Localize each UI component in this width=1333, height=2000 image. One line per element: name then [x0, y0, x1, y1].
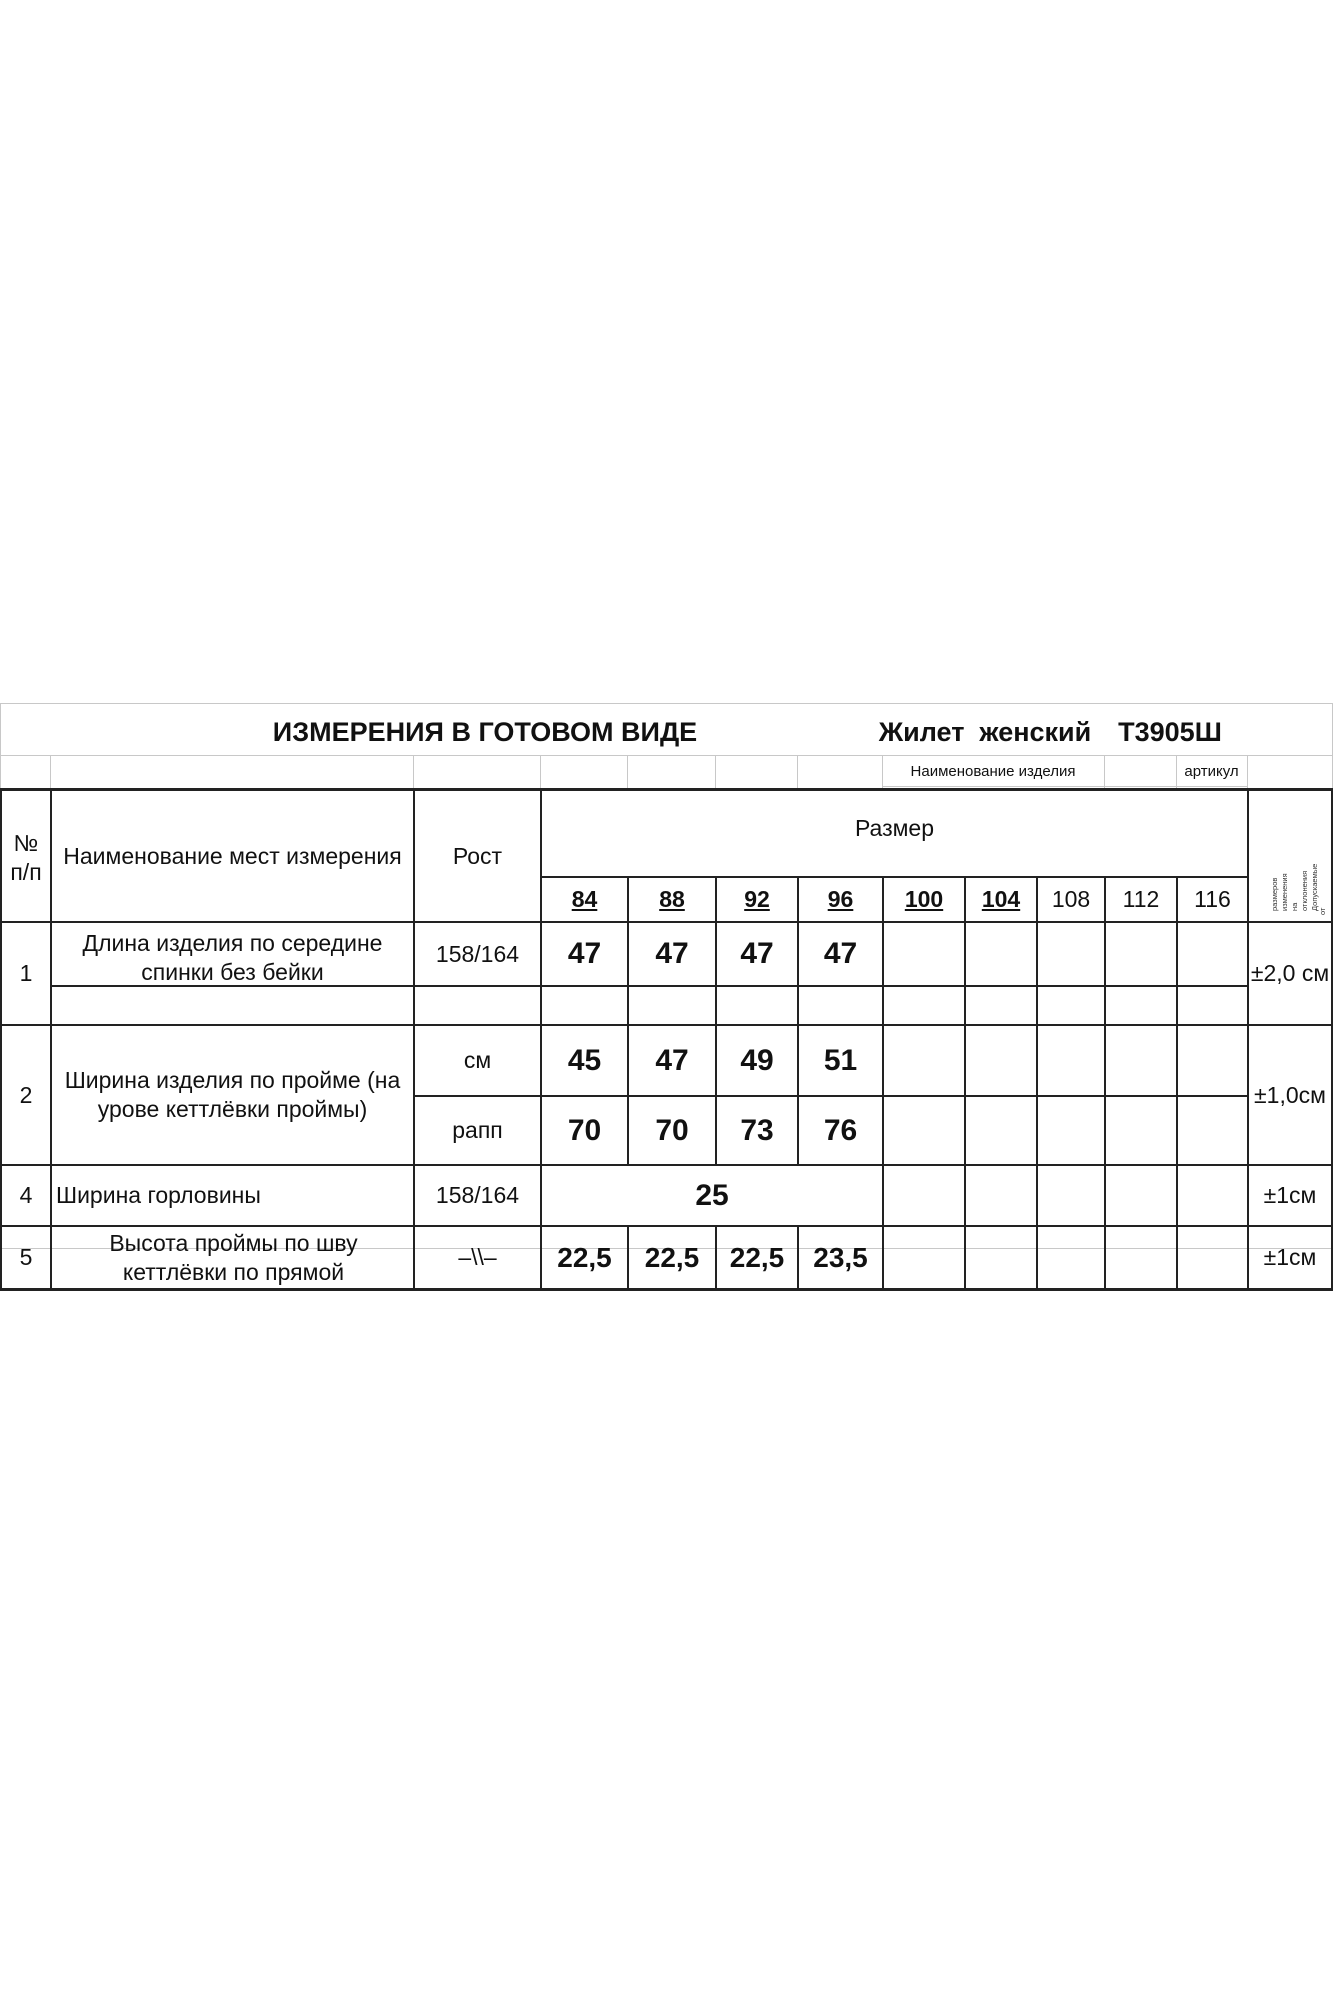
measurement-sheet [0, 703, 1333, 1291]
row-2-cm-value: 49 [740, 1043, 774, 1077]
tolerance-column-header [1249, 791, 1331, 921]
row-4-merged-value: 25 [695, 1178, 729, 1212]
product-name-caption: Наименование изделия [910, 762, 1076, 780]
number-column-header: № п/п [10, 830, 42, 885]
size-112: 112 [1122, 886, 1160, 913]
size-96: 96 [827, 886, 854, 913]
tolerance-header-line: от [1318, 907, 1327, 915]
row-2-rapp-value: 70 [567, 1113, 602, 1147]
row-5-name: Высота проймы по шву кеттлёвки по прямой [109, 1229, 358, 1285]
tolerance-header-line: Допускаемые [1310, 863, 1319, 911]
height-header: Рост [452, 842, 503, 869]
tolerance-header-line: изменения [1280, 873, 1289, 911]
row-2-rapp-value: 73 [740, 1113, 774, 1147]
row-2-height-rapp: рапп [452, 1117, 503, 1144]
size-header: Размер [854, 814, 935, 841]
article-number: Т3905Ш [1118, 717, 1222, 748]
size-116: 116 [1194, 886, 1231, 913]
row-1-value: 47 [655, 937, 689, 971]
row-5-height: –\\– [458, 1244, 497, 1271]
row-2-tolerance: ±1,0см [1254, 1081, 1326, 1108]
row-4-number: 4 [19, 1182, 33, 1209]
measurement-place-header: Наименование мест измерения [63, 842, 402, 869]
row-1-name: Длина изделия по середине спинки без бейки [82, 930, 383, 985]
row-5-value: 22,5 [729, 1242, 785, 1273]
row-1-value: 47 [823, 937, 858, 971]
row-4-height: 158/164 [435, 1182, 520, 1209]
row-2-height-cm: см [463, 1047, 492, 1074]
row-2-cm-value: 45 [567, 1043, 602, 1077]
tolerance-header-line: на [1290, 902, 1299, 911]
row-5-value: 22,5 [644, 1242, 700, 1273]
row-2-number: 2 [19, 1081, 33, 1108]
row-1-tolerance: ±2,0 см [1250, 960, 1330, 987]
row-2-cm-value: 47 [655, 1043, 689, 1077]
size-100: 100 [904, 886, 944, 913]
row-5-value: 22,5 [557, 1242, 612, 1273]
size-108: 108 [1051, 886, 1091, 913]
row-2-name: Ширина изделия по пройме (на урове кеттлёвки проймы) [64, 1067, 401, 1122]
product-name: Жилет женский [878, 717, 1092, 748]
row-2-cm-value: 51 [823, 1043, 858, 1077]
tolerance-header-line: отклонения [1300, 870, 1309, 911]
row-4-tolerance: ±1см [1263, 1182, 1317, 1209]
row-1-number: 1 [19, 960, 33, 987]
row-1-height: 158/164 [435, 940, 520, 967]
row-2-rapp-value: 70 [655, 1113, 689, 1147]
row-4-name: Ширина горловины [56, 1182, 261, 1209]
row-5-value: 23,5 [813, 1242, 868, 1273]
size-84: 84 [571, 886, 598, 913]
size-104: 104 [981, 886, 1021, 913]
article-caption: артикул [1184, 762, 1239, 780]
tolerance-header-line: размеров [1270, 877, 1279, 911]
row-1-value: 47 [740, 937, 774, 971]
size-88: 88 [659, 886, 685, 913]
sheet-title: ИЗМЕРЕНИЯ В ГОТОВОМ ВИДЕ [272, 717, 698, 748]
size-92: 92 [744, 886, 770, 913]
row-1-value: 47 [567, 937, 602, 971]
row-5-tolerance: ±1см [1263, 1244, 1317, 1271]
row-2-rapp-value: 76 [823, 1113, 858, 1147]
row-5-number: 5 [19, 1244, 33, 1271]
